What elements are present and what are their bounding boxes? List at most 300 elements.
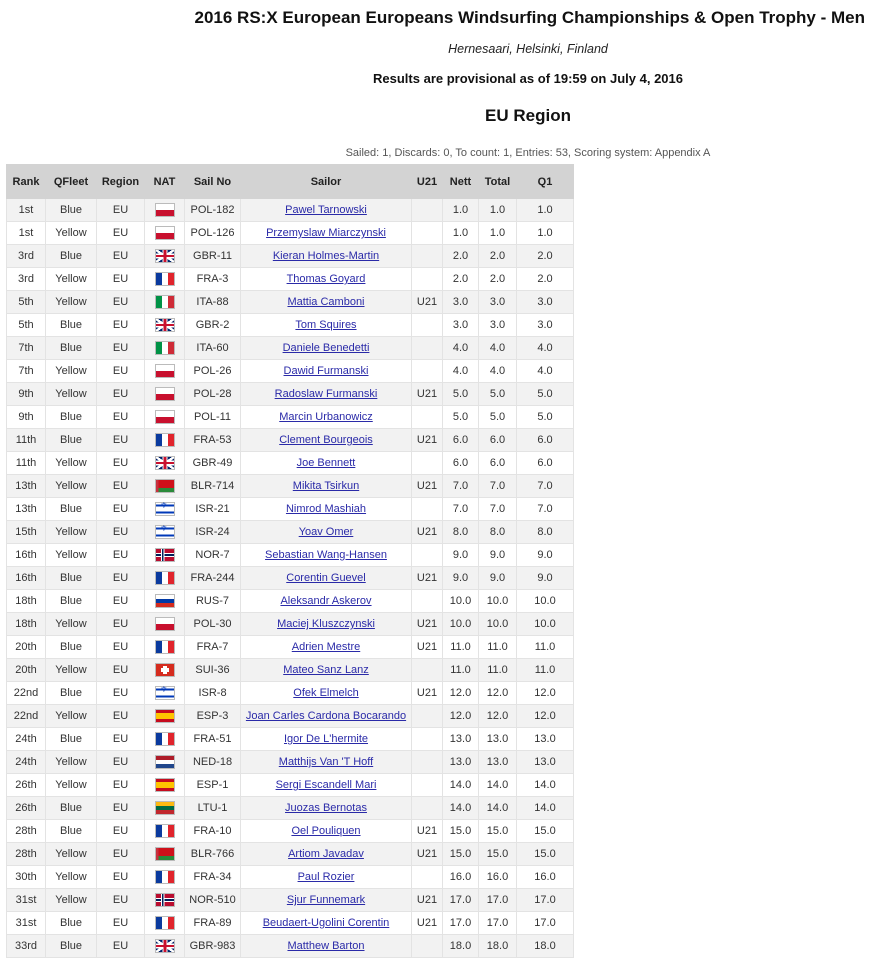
total-cell: 6.0 [479, 429, 517, 452]
sui-flag-icon [156, 664, 174, 676]
table-row [7, 751, 574, 774]
sailor-link[interactable]: Thomas Goyard [286, 273, 366, 285]
sailor-cell [241, 337, 412, 360]
qfleet-cell: Blue [46, 636, 97, 659]
region-cell: EU [97, 406, 145, 429]
u21-cell [412, 705, 443, 728]
pol-flag-icon [156, 618, 174, 630]
rank-cell: 9th [7, 383, 46, 406]
col-header-rank: Rank [7, 165, 46, 199]
nat-cell [145, 613, 185, 636]
q1-cell: 15.0 [517, 843, 574, 866]
sailor-link[interactable]: Sjur Funnemark [286, 894, 366, 906]
u21-cell: U21 [412, 843, 443, 866]
sailor-link[interactable]: Daniele Benedetti [282, 342, 370, 354]
rank-cell: 9th [7, 406, 46, 429]
qfleet-cell: Blue [46, 245, 97, 268]
sailor-cell [241, 889, 412, 912]
col-header-sailor: Sailor [241, 165, 412, 199]
region-cell: EU [97, 199, 145, 222]
nett-cell: 14.0 [443, 797, 479, 820]
fra-flag-icon [156, 572, 174, 584]
q1-cell: 9.0 [517, 567, 574, 590]
fra-flag-icon [156, 641, 174, 653]
col-header-qfleet: QFleet [46, 165, 97, 199]
region-cell: EU [97, 797, 145, 820]
blr-flag-icon [156, 480, 174, 492]
rank-cell: 1st [7, 222, 46, 245]
sailor-link[interactable]: Juozas Bernotas [285, 802, 367, 814]
sailor-cell [241, 383, 412, 406]
sail-no-cell: ESP-1 [185, 774, 241, 797]
table-row [7, 429, 574, 452]
region-cell: EU [97, 682, 145, 705]
qfleet-cell: Blue [46, 797, 97, 820]
total-cell: 7.0 [479, 498, 517, 521]
nat-cell [145, 751, 185, 774]
nat-cell [145, 429, 185, 452]
qfleet-cell: Blue [46, 337, 97, 360]
nett-cell: 2.0 [443, 268, 479, 291]
rank-cell: 33rd [7, 935, 46, 958]
sailor-cell [241, 590, 412, 613]
nat-cell [145, 498, 185, 521]
total-cell: 4.0 [479, 360, 517, 383]
region-cell: EU [97, 636, 145, 659]
sailor-link[interactable]: Mattia Camboni [287, 296, 365, 308]
table-row [7, 866, 574, 889]
sail-no-cell: FRA-3 [185, 268, 241, 291]
fra-flag-icon [156, 434, 174, 446]
nat-cell [145, 452, 185, 475]
nett-cell: 12.0 [443, 705, 479, 728]
sail-no-cell: FRA-244 [185, 567, 241, 590]
table-row [7, 705, 574, 728]
rank-cell: 31st [7, 912, 46, 935]
qfleet-cell: Blue [46, 728, 97, 751]
region-cell: EU [97, 429, 145, 452]
total-cell: 11.0 [479, 636, 517, 659]
region-cell: EU [97, 268, 145, 291]
table-row [7, 314, 574, 337]
series-summary: Sailed: 1, Discards: 0, To count: 1, Entries: 53, Scoring system: Appendix A [345, 147, 711, 159]
q1-cell: 14.0 [517, 797, 574, 820]
sailor-link[interactable]: Matthijs Van 'T Hoff [278, 756, 374, 768]
sailor-cell [241, 705, 412, 728]
fra-flag-icon [156, 917, 174, 929]
sail-no-cell: GBR-11 [185, 245, 241, 268]
rank-cell: 13th [7, 475, 46, 498]
sailor-cell [241, 636, 412, 659]
u21-cell [412, 590, 443, 613]
sailor-link[interactable]: Tom Squires [295, 319, 357, 331]
u21-cell [412, 406, 443, 429]
sailor-link[interactable]: Igor De L'hermite [283, 733, 369, 745]
q1-cell: 7.0 [517, 475, 574, 498]
provisional-notice: Results are provisional as of 19:59 on July 4, 2016 [373, 71, 683, 86]
total-cell: 13.0 [479, 751, 517, 774]
gbr-flag-icon [156, 457, 174, 469]
nat-cell [145, 935, 185, 958]
nat-cell [145, 728, 185, 751]
nat-cell [145, 797, 185, 820]
q1-cell: 11.0 [517, 659, 574, 682]
sailor-link[interactable]: Sebastian Wang-Hansen [265, 549, 387, 561]
u21-cell [412, 935, 443, 958]
region-cell: EU [97, 337, 145, 360]
table-row [7, 567, 574, 590]
q1-cell: 15.0 [517, 820, 574, 843]
nat-cell [145, 268, 185, 291]
isr-flag-icon [156, 503, 174, 515]
total-cell: 18.0 [479, 935, 517, 958]
total-cell: 9.0 [479, 544, 517, 567]
region-heading: EU Region [485, 106, 571, 125]
sailor-link[interactable]: Kieran Holmes-Martin [272, 250, 380, 262]
sailor-cell [241, 360, 412, 383]
total-cell: 1.0 [479, 222, 517, 245]
sailor-cell [241, 475, 412, 498]
nett-cell: 10.0 [443, 590, 479, 613]
sail-no-cell: ISR-8 [185, 682, 241, 705]
q1-cell: 13.0 [517, 751, 574, 774]
qfleet-cell: Yellow [46, 268, 97, 291]
nett-cell: 1.0 [443, 199, 479, 222]
sailor-link[interactable]: Corentin Guevel [286, 572, 366, 584]
sailor-link[interactable]: Nimrod Mashiah [285, 503, 367, 515]
sail-no-cell: POL-30 [185, 613, 241, 636]
qfleet-cell: Blue [46, 314, 97, 337]
q1-cell: 7.0 [517, 498, 574, 521]
qfleet-cell: Yellow [46, 843, 97, 866]
q1-cell: 4.0 [517, 337, 574, 360]
rank-cell: 18th [7, 613, 46, 636]
nett-cell: 1.0 [443, 222, 479, 245]
region-cell: EU [97, 613, 145, 636]
nat-cell [145, 544, 185, 567]
region-cell: EU [97, 222, 145, 245]
sailor-cell [241, 429, 412, 452]
nat-cell [145, 337, 185, 360]
rank-cell: 28th [7, 820, 46, 843]
sailor-cell [241, 567, 412, 590]
u21-cell [412, 751, 443, 774]
qfleet-cell: Yellow [46, 475, 97, 498]
nett-cell: 7.0 [443, 498, 479, 521]
nett-cell: 17.0 [443, 889, 479, 912]
total-cell: 14.0 [479, 774, 517, 797]
sailor-link[interactable]: Sergi Escandell Mari [275, 779, 377, 791]
nett-cell: 14.0 [443, 774, 479, 797]
nett-cell: 2.0 [443, 245, 479, 268]
fra-flag-icon [156, 733, 174, 745]
rank-cell: 28th [7, 843, 46, 866]
qfleet-cell: Blue [46, 912, 97, 935]
sail-no-cell: FRA-51 [185, 728, 241, 751]
region-cell: EU [97, 774, 145, 797]
total-cell: 5.0 [479, 383, 517, 406]
sail-no-cell: POL-28 [185, 383, 241, 406]
table-row [7, 682, 574, 705]
q1-cell: 6.0 [517, 452, 574, 475]
nett-cell: 15.0 [443, 843, 479, 866]
sailor-link[interactable]: Marcin Urbanowicz [279, 411, 373, 423]
q1-cell: 10.0 [517, 590, 574, 613]
u21-cell [412, 544, 443, 567]
total-cell: 9.0 [479, 567, 517, 590]
q1-cell: 17.0 [517, 912, 574, 935]
results-table [6, 164, 574, 958]
table-row [7, 636, 574, 659]
q1-cell: 3.0 [517, 291, 574, 314]
rank-cell: 22nd [7, 682, 46, 705]
sailor-link[interactable]: Joan Carles Cardona Bocarando [245, 710, 407, 722]
region-cell: EU [97, 567, 145, 590]
ned-flag-icon [156, 756, 174, 768]
region-cell: EU [97, 820, 145, 843]
sailor-link[interactable]: Clement Bourgeois [279, 434, 373, 446]
table-row [7, 774, 574, 797]
table-row [7, 245, 574, 268]
pol-flag-icon [156, 204, 174, 216]
sailor-cell [241, 406, 412, 429]
rank-cell: 20th [7, 659, 46, 682]
qfleet-cell: Yellow [46, 751, 97, 774]
sailor-cell [241, 291, 412, 314]
total-cell: 14.0 [479, 797, 517, 820]
table-row [7, 222, 574, 245]
u21-cell: U21 [412, 613, 443, 636]
gbr-flag-icon [156, 250, 174, 262]
q1-cell: 14.0 [517, 774, 574, 797]
sail-no-cell: NOR-510 [185, 889, 241, 912]
q1-cell: 13.0 [517, 728, 574, 751]
sailor-link[interactable]: Ofek Elmelch [293, 687, 359, 699]
sail-no-cell: SUI-36 [185, 659, 241, 682]
table-row [7, 935, 574, 958]
fra-flag-icon [156, 825, 174, 837]
nett-cell: 6.0 [443, 452, 479, 475]
sailor-cell [241, 245, 412, 268]
table-row [7, 889, 574, 912]
sail-no-cell: NOR-7 [185, 544, 241, 567]
nat-cell [145, 383, 185, 406]
nor-flag-icon [156, 894, 174, 906]
table-row [7, 498, 574, 521]
rank-cell: 7th [7, 337, 46, 360]
sailor-link[interactable]: Dawid Furmanski [283, 365, 369, 377]
sail-no-cell: FRA-34 [185, 866, 241, 889]
col-header-q1: Q1 [517, 165, 574, 199]
isr-flag-icon [156, 687, 174, 699]
region-cell: EU [97, 866, 145, 889]
rank-cell: 1st [7, 199, 46, 222]
region-cell: EU [97, 383, 145, 406]
nett-cell: 17.0 [443, 912, 479, 935]
sailor-cell [241, 751, 412, 774]
rus-flag-icon [156, 595, 174, 607]
region-cell: EU [97, 452, 145, 475]
u21-cell: U21 [412, 682, 443, 705]
nat-cell [145, 889, 185, 912]
qfleet-cell: Blue [46, 498, 97, 521]
q1-cell: 16.0 [517, 866, 574, 889]
sailor-link[interactable]: Przemyslaw Miarczynski [266, 227, 386, 239]
sailor-cell [241, 314, 412, 337]
nat-cell [145, 406, 185, 429]
nett-cell: 9.0 [443, 567, 479, 590]
sailor-link[interactable]: Adrien Mestre [291, 641, 361, 653]
sailor-cell [241, 613, 412, 636]
total-cell: 11.0 [479, 659, 517, 682]
total-cell: 12.0 [479, 682, 517, 705]
q1-cell: 12.0 [517, 705, 574, 728]
sailor-cell [241, 544, 412, 567]
q1-cell: 6.0 [517, 429, 574, 452]
rank-cell: 16th [7, 567, 46, 590]
nett-cell: 7.0 [443, 475, 479, 498]
nett-cell: 5.0 [443, 383, 479, 406]
sail-no-cell: POL-26 [185, 360, 241, 383]
sailor-link[interactable]: Beudaert-Ugolini Corentin [262, 917, 390, 929]
u21-cell [412, 728, 443, 751]
u21-cell: U21 [412, 429, 443, 452]
sailor-link[interactable]: Matthew Barton [287, 940, 365, 952]
sailor-link[interactable]: Pawel Tarnowski [285, 204, 367, 216]
sailor-link[interactable]: Joe Bennett [296, 457, 356, 469]
sail-no-cell: BLR-714 [185, 475, 241, 498]
u21-cell: U21 [412, 521, 443, 544]
rank-cell: 31st [7, 889, 46, 912]
u21-cell: U21 [412, 567, 443, 590]
sailor-link[interactable]: Maciej Kluszczynski [277, 618, 375, 630]
total-cell: 1.0 [479, 199, 517, 222]
col-header-nett: Nett [443, 165, 479, 199]
nett-cell: 3.0 [443, 314, 479, 337]
nat-cell [145, 291, 185, 314]
sailor-cell [241, 820, 412, 843]
table-row [7, 268, 574, 291]
pol-flag-icon [156, 388, 174, 400]
region-cell: EU [97, 544, 145, 567]
table-row [7, 383, 574, 406]
total-cell: 16.0 [479, 866, 517, 889]
nett-cell: 11.0 [443, 659, 479, 682]
sailor-link[interactable]: Radoslaw Furmanski [274, 388, 378, 400]
sailor-link[interactable]: Artiom Javadav [288, 848, 364, 860]
qfleet-cell: Blue [46, 820, 97, 843]
u21-cell [412, 222, 443, 245]
table-row [7, 820, 574, 843]
sailor-cell [241, 912, 412, 935]
nat-cell [145, 682, 185, 705]
qfleet-cell: Yellow [46, 613, 97, 636]
q1-cell: 3.0 [517, 314, 574, 337]
sail-no-cell: ITA-60 [185, 337, 241, 360]
q1-cell: 4.0 [517, 360, 574, 383]
total-cell: 17.0 [479, 912, 517, 935]
region-cell: EU [97, 843, 145, 866]
u21-cell: U21 [412, 383, 443, 406]
qfleet-cell: Yellow [46, 705, 97, 728]
qfleet-cell: Yellow [46, 774, 97, 797]
u21-cell: U21 [412, 475, 443, 498]
table-row [7, 406, 574, 429]
gbr-flag-icon [156, 940, 174, 952]
sailor-link[interactable]: Yoav Omer [298, 526, 354, 538]
q1-cell: 2.0 [517, 268, 574, 291]
qfleet-cell: Yellow [46, 452, 97, 475]
table-row [7, 521, 574, 544]
sailor-cell [241, 774, 412, 797]
q1-cell: 5.0 [517, 383, 574, 406]
sailor-cell [241, 268, 412, 291]
table-row [7, 360, 574, 383]
q1-cell: 17.0 [517, 889, 574, 912]
rank-cell: 22nd [7, 705, 46, 728]
table-row [7, 912, 574, 935]
gbr-flag-icon [156, 319, 174, 331]
sailor-link[interactable]: Mikita Tsirkun [292, 480, 360, 492]
sailor-cell [241, 728, 412, 751]
total-cell: 8.0 [479, 521, 517, 544]
rank-cell: 11th [7, 452, 46, 475]
region-cell: EU [97, 590, 145, 613]
rank-cell: 18th [7, 590, 46, 613]
nett-cell: 9.0 [443, 544, 479, 567]
nett-cell: 5.0 [443, 406, 479, 429]
u21-cell: U21 [412, 820, 443, 843]
sailor-link[interactable]: Paul Rozier [297, 871, 355, 883]
sailor-link[interactable]: Aleksandr Askerov [280, 595, 372, 607]
u21-cell [412, 774, 443, 797]
sailor-cell [241, 521, 412, 544]
blr-flag-icon [156, 848, 174, 860]
qfleet-cell: Blue [46, 682, 97, 705]
region-cell: EU [97, 291, 145, 314]
table-row [7, 590, 574, 613]
total-cell: 5.0 [479, 406, 517, 429]
qfleet-cell: Blue [46, 199, 97, 222]
sailor-link[interactable]: Oel Pouliquen [291, 825, 361, 837]
u21-cell [412, 498, 443, 521]
table-row [7, 337, 574, 360]
rank-cell: 15th [7, 521, 46, 544]
u21-cell [412, 337, 443, 360]
nat-cell [145, 199, 185, 222]
u21-cell [412, 866, 443, 889]
qfleet-cell: Blue [46, 590, 97, 613]
total-cell: 6.0 [479, 452, 517, 475]
sail-no-cell: FRA-53 [185, 429, 241, 452]
q1-cell: 8.0 [517, 521, 574, 544]
region-cell: EU [97, 889, 145, 912]
nat-cell [145, 912, 185, 935]
u21-cell [412, 797, 443, 820]
sailor-link[interactable]: Mateo Sanz Lanz [283, 664, 369, 676]
nett-cell: 4.0 [443, 337, 479, 360]
sail-no-cell: GBR-49 [185, 452, 241, 475]
region-cell: EU [97, 935, 145, 958]
u21-cell: U21 [412, 291, 443, 314]
nat-cell [145, 314, 185, 337]
total-cell: 15.0 [479, 820, 517, 843]
u21-cell [412, 360, 443, 383]
isr-flag-icon [156, 526, 174, 538]
total-cell: 13.0 [479, 728, 517, 751]
sailor-cell [241, 682, 412, 705]
total-cell: 2.0 [479, 245, 517, 268]
